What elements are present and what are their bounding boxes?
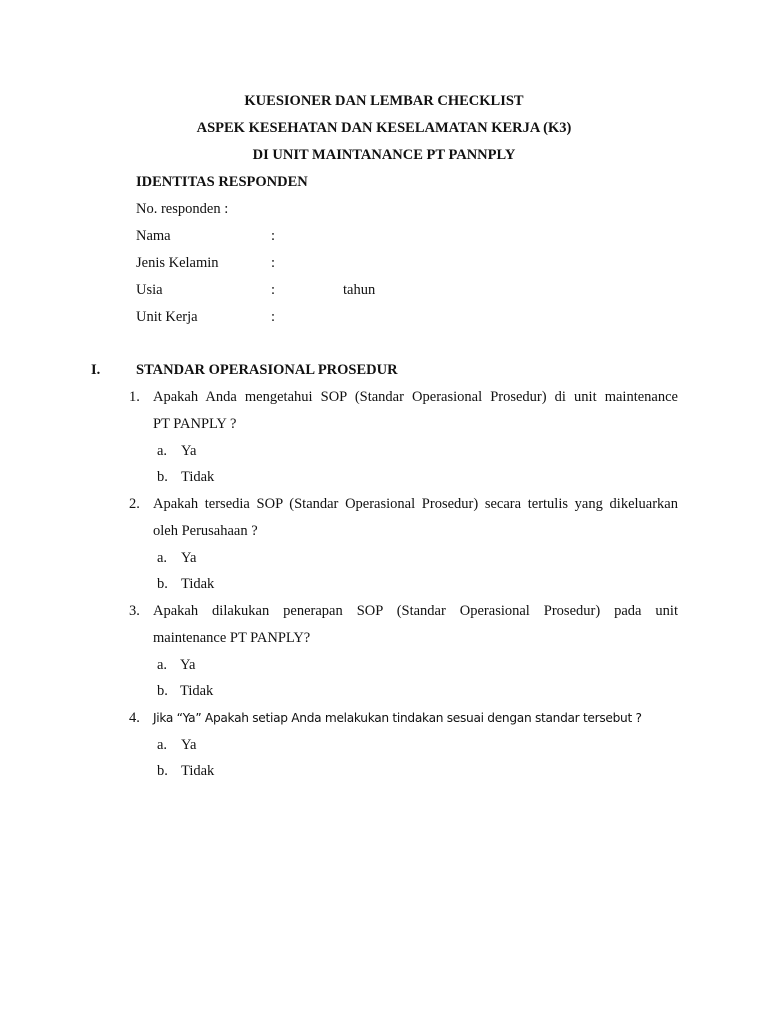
- document-title-line-1: KUESIONER DAN LEMBAR CHECKLIST: [244, 93, 524, 109]
- field-colon-nama: :: [271, 228, 276, 244]
- field-label-nama: Nama: [136, 228, 171, 244]
- question-text-line-1: Apakah Anda mengetahui SOP (Standar Operasional Prosedur) di unit maintenance: [153, 389, 678, 405]
- option-text: Ya: [180, 657, 196, 673]
- question-text-line-1: Apakah tersedia SOP (Standar Operasional Prosedur) secara tertulis yang dikeluarkan: [153, 496, 678, 512]
- identity-heading: IDENTITAS RESPONDEN: [136, 174, 308, 190]
- question-text-line-2: PT PANPLY ?: [153, 416, 237, 432]
- option-letter: b.: [157, 469, 168, 485]
- option-text: Tidak: [181, 576, 215, 592]
- option-letter: a.: [157, 657, 168, 673]
- question-number: 1.: [129, 389, 140, 405]
- question-number: 4.: [129, 710, 140, 726]
- option-text: Tidak: [180, 683, 214, 699]
- field-suffix-usia: tahun: [343, 282, 376, 298]
- option-letter: a.: [157, 550, 168, 566]
- field-colon-usia: :: [271, 282, 276, 298]
- field-label-unit-kerja: Unit Kerja: [136, 309, 198, 325]
- option-text: Tidak: [181, 763, 215, 779]
- option-text: Ya: [181, 443, 197, 459]
- field-label-no-responden: No. responden :: [136, 201, 229, 217]
- option-letter: b.: [157, 683, 168, 699]
- option-text: Tidak: [181, 469, 215, 485]
- field-label-usia: Usia: [136, 282, 163, 298]
- document-title-line-3: DI UNIT MAINTANANCE PT PANNPLY: [252, 147, 516, 163]
- option-letter: a.: [157, 443, 168, 459]
- question-text-line-1: Apakah dilakukan penerapan SOP (Standar Operasional Prosedur) pada unit: [153, 603, 678, 619]
- section-number: I.: [91, 362, 101, 378]
- document-title-line-2: ASPEK KESEHATAN DAN KESELAMATAN KERJA (K3): [196, 120, 572, 136]
- question-text-line-1: Jika “Ya” Apakah setiap Anda melakukan tindakan sesuai dengan standar tersebut ?: [153, 711, 642, 725]
- field-colon-jenis-kelamin: :: [271, 255, 276, 271]
- option-text: Ya: [181, 737, 197, 753]
- question-number: 3.: [129, 603, 140, 619]
- option-letter: a.: [157, 737, 168, 753]
- option-letter: b.: [157, 763, 168, 779]
- question-text-line-2: oleh Perusahaan ?: [153, 523, 258, 539]
- question-number: 2.: [129, 496, 140, 512]
- section-title: STANDAR OPERASIONAL PROSEDUR: [136, 362, 398, 378]
- option-text: Ya: [181, 550, 197, 566]
- field-colon-unit-kerja: :: [271, 309, 276, 325]
- field-label-jenis-kelamin: Jenis Kelamin: [136, 255, 219, 271]
- question-text-line-2: maintenance PT PANPLY?: [153, 630, 311, 646]
- option-letter: b.: [157, 576, 168, 592]
